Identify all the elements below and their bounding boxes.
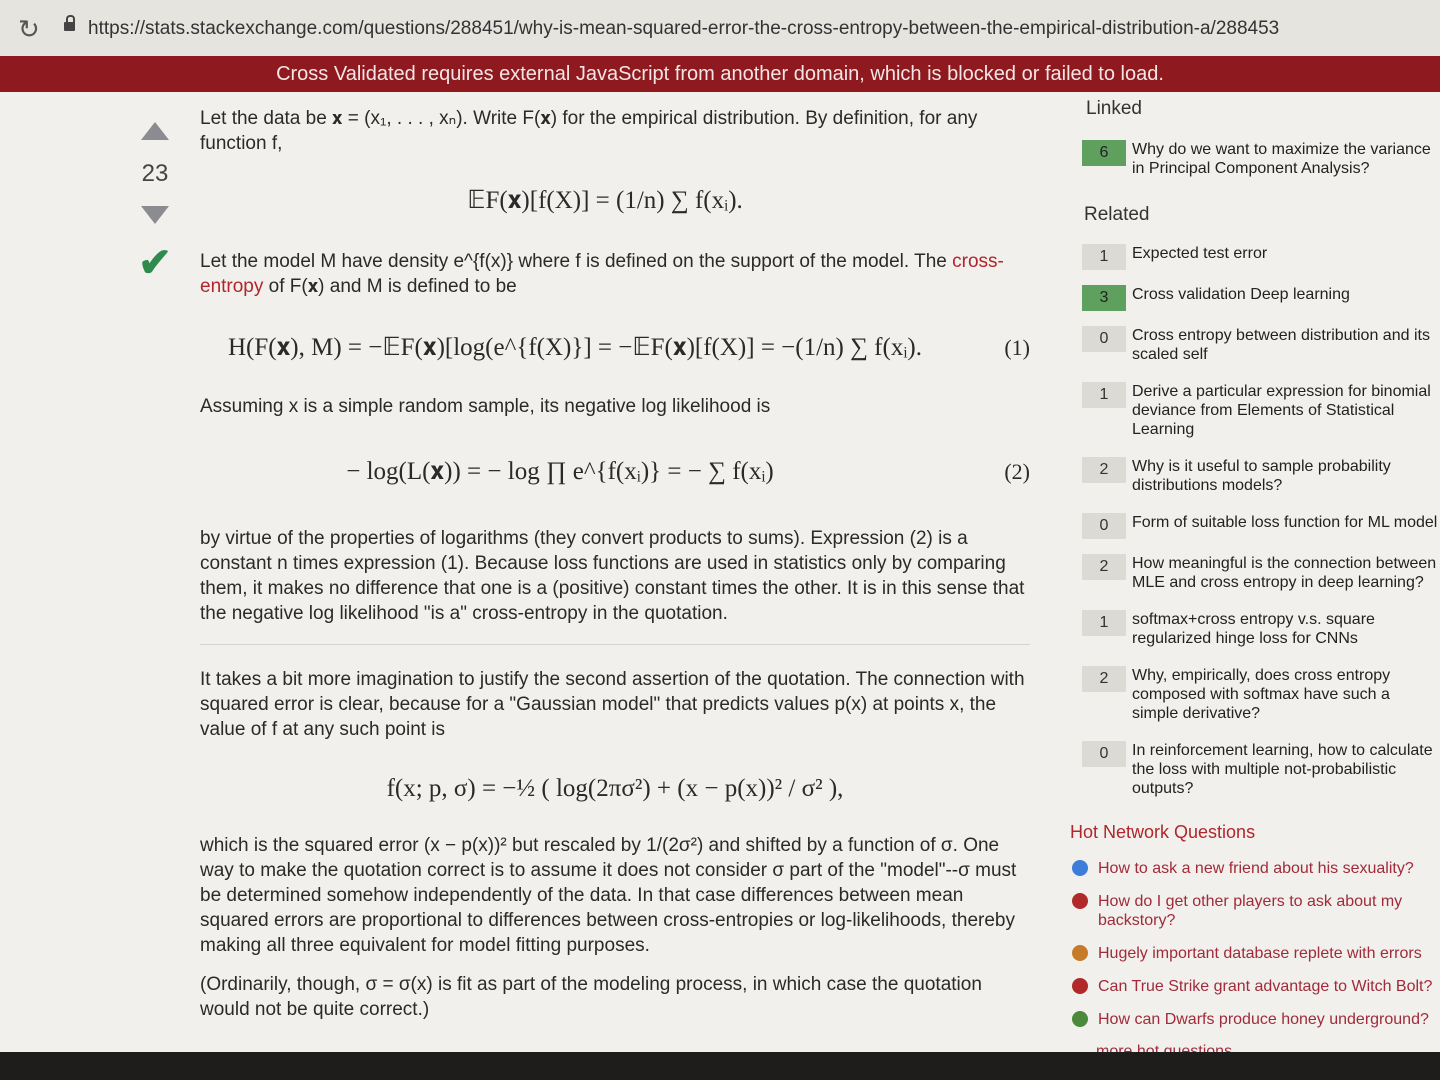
url-text[interactable]: https://stats.stackexchange.com/questions/288451/why-is-mean-squared-error-the-cross-entropy-between-the-empirical-distribution-a/288453 (88, 18, 1280, 39)
answer-count-badge: 2 (1082, 666, 1126, 692)
related-item-label[interactable]: Derive a particular expression for binomial deviance from Elements of Statistical Learning (1132, 383, 1431, 438)
javascript-warning-banner: Cross Validated requires external JavaScript from another domain, which is blocked or failed to load. (0, 56, 1440, 92)
answer-count-badge: 0 (1082, 326, 1126, 352)
hot-question[interactable] (1070, 859, 1440, 878)
text: of F(𝐱) and M is defined to be (263, 276, 517, 297)
hot-network-heading: Hot Network Questions (1070, 822, 1256, 842)
rpg-icon (1072, 893, 1088, 909)
hot-question[interactable] (1070, 1010, 1440, 1029)
hot-question[interactable] (1070, 944, 1440, 963)
linked-heading: Linked (1086, 98, 1142, 119)
related-item-label[interactable]: Cross validation Deep learning (1132, 286, 1350, 303)
answer-count-badge: 2 (1082, 554, 1126, 580)
hot-list (1070, 859, 1440, 1029)
sidebar (1070, 92, 1440, 1061)
answer-count-badge: 1 (1082, 244, 1126, 270)
upvote-icon[interactable] (141, 122, 169, 140)
related-item[interactable] (1070, 666, 1440, 723)
related-item[interactable] (1070, 457, 1440, 495)
text: Let the data be 𝐱 = (x₁, . . . , xₙ). Write F(𝐱) for the empirical distribution. By definition, for any (200, 108, 978, 129)
browser-address-bar (0, 0, 1440, 57)
related-item[interactable] (1070, 244, 1440, 263)
related-item[interactable] (1070, 741, 1440, 798)
rpg-icon (1072, 978, 1088, 994)
answer-count-badge: 0 (1082, 513, 1126, 539)
answer-count-badge: 1 (1082, 610, 1126, 636)
related-item[interactable] (1070, 382, 1440, 439)
related-item-label[interactable]: How meaningful is the connection between MLE and cross entropy in deep learning? (1132, 555, 1437, 591)
related-item-label[interactable]: Why, empirically, does cross entropy composed with softmax have such a simple derivative? (1132, 667, 1391, 722)
hot-question[interactable] (1070, 892, 1440, 930)
paragraph: Assuming x is a simple random sample, its negative log likelihood is (200, 396, 771, 417)
equation-2-row (200, 459, 1030, 484)
page-content (0, 92, 1440, 1052)
linked-item[interactable] (1070, 140, 1440, 178)
equation-3: f(x; p, σ) = −½ ( log(2πσ²) + (x − p(x))² / σ² ), (386, 775, 844, 802)
answer-body (200, 102, 1030, 1022)
downvote-icon[interactable] (141, 206, 169, 224)
answer-count-badge: 1 (1082, 382, 1126, 408)
answer-count-badge: 2 (1082, 457, 1126, 483)
equation-2-number: (2) (1004, 459, 1030, 484)
hot-question[interactable] (1070, 977, 1440, 996)
related-list (1070, 244, 1440, 798)
paragraph (200, 249, 1030, 299)
related-item-label[interactable]: Cross entropy between distribution and its scaled self (1132, 327, 1430, 363)
text: function f, (200, 133, 283, 154)
screen-bezel (0, 1052, 1440, 1080)
text: Let the model M have density e^{f(x)} where f is defined on the support of the model. The (200, 251, 953, 272)
equation-0: 𝔼F(𝐱)[f(X)] = (1/n) ∑ f(xᵢ). (467, 187, 743, 214)
divider (200, 644, 1030, 645)
answer-count-badge: 0 (1082, 741, 1126, 767)
hot-question-label[interactable]: How do I get other players to ask about my backstory? (1098, 893, 1403, 929)
equation-1: H(F(𝐱), M) = −𝔼F(𝐱)[log(e^{f(X)}] = −𝔼F(𝐱)[f(X)] = −(1/n) ∑ f(xᵢ). (227, 334, 923, 361)
hot-question-label[interactable]: Hugely important database replete with errors (1098, 945, 1422, 962)
related-item-label[interactable]: In reinforcement learning, how to calculate the loss with multiple not-probabilistic outputs? (1132, 742, 1433, 797)
paragraph: (Ordinarily, though, σ = σ(x) is fit as part of the modeling process, in which case the quotation would not be quite correct.) (200, 974, 982, 1020)
related-item-label[interactable]: Why is it useful to sample probability distributions models? (1132, 458, 1391, 494)
accepted-check-icon: ✔ (138, 241, 172, 285)
answer-count-badge: 3 (1082, 285, 1126, 311)
related-heading: Related (1084, 204, 1150, 225)
equation-1-number: (1) (1004, 335, 1030, 360)
paragraph: which is the squared error (x − p(x))² but rescaled by 1/(2σ²) and shifted by a function of σ. One way to make the quotation correct is to assume it does not consider σ part of the "model"--σ must be determined somehow independently of the data. In that case differences between mean squared errors are proportional to differences between cross-entropies or log-likelihoods, thereby making all three equivalent for model fitting purposes. (200, 835, 1017, 956)
related-item[interactable] (1070, 326, 1440, 364)
related-item-label[interactable]: Expected test error (1132, 245, 1268, 262)
related-item-label[interactable]: Form of suitable loss function for ML model (1132, 514, 1438, 531)
cross-entropy-link[interactable]: cross-entropy (200, 251, 1004, 297)
hot-question-label[interactable]: How to ask a new friend about his sexuality? (1098, 860, 1414, 877)
related-item[interactable] (1070, 513, 1440, 532)
paragraph: by virtue of the properties of logarithms (they convert products to sums). Expression (2) is a constant n times expression (1). Because loss functions are used in statistics only by comparing them, it makes no difference that one is a (positive) constant times the other. It is in this sense that the negative log likelihood "is a" cross-entropy in the quotation. (200, 528, 1025, 624)
equation-1-row (200, 335, 1030, 360)
vote-column (130, 112, 180, 286)
paragraph (200, 106, 1030, 156)
related-item[interactable] (1070, 285, 1440, 304)
paragraph: It takes a bit more imagination to justify the second assertion of the quotation. The connection with squared error is clear, because for a "Gaussian model" that predicts values p(x) at points x, the value of f at any such point is (200, 669, 1025, 740)
reload-icon[interactable]: ↻ (18, 14, 40, 44)
related-item[interactable] (1070, 610, 1440, 648)
vote-score: 23 (141, 160, 169, 187)
answer-count-badge: 6 (1082, 140, 1126, 166)
worldbuilding-icon (1072, 1011, 1088, 1027)
hot-question-label[interactable]: Can True Strike grant advantage to Witch Bolt? (1098, 978, 1433, 995)
related-item[interactable] (1070, 554, 1440, 592)
related-item-label[interactable]: softmax+cross entropy v.s. square regularized hinge loss for CNNs (1132, 611, 1375, 647)
ips-icon (1072, 860, 1088, 876)
dba-icon (1072, 945, 1088, 961)
hot-question-label[interactable]: How can Dwarfs produce honey underground? (1098, 1011, 1429, 1028)
lock-icon (64, 22, 75, 31)
equation-2: − log(L(𝐱)) = − log ∏ e^{f(xᵢ)} = − ∑ f(xᵢ) (346, 458, 774, 485)
linked-item-label[interactable]: Why do we want to maximize the variance in Principal Component Analysis? (1132, 141, 1431, 177)
